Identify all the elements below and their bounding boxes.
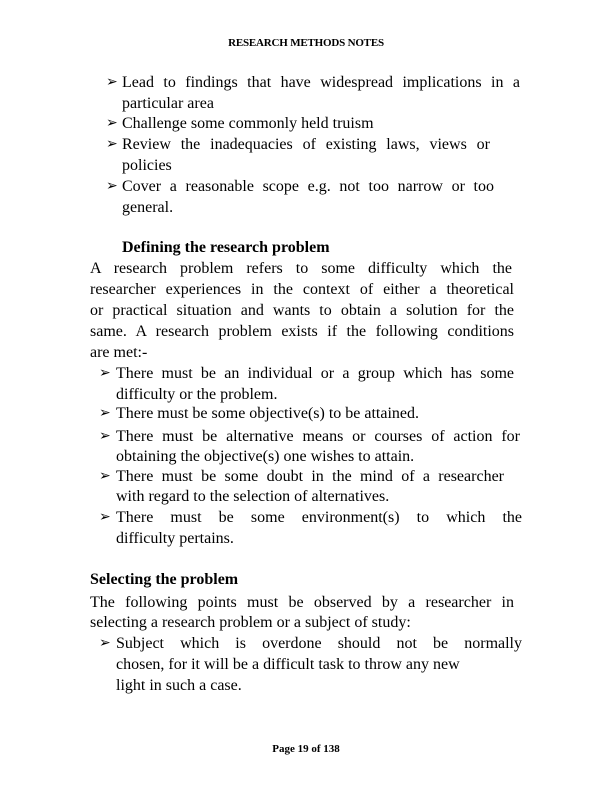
list-item-text: Cover a reasonable scope e.g. not too narrow or too (122, 178, 494, 195)
list-item-text: There must be some environment(s) to which the (116, 509, 522, 526)
arrow-bullet-icon: ➢ (106, 116, 118, 131)
section-heading: Selecting the problem (90, 571, 239, 588)
page-header: RESEARCH METHODS NOTES (228, 37, 384, 49)
list-item-text: difficulty or the problem. (116, 386, 278, 403)
arrow-bullet-icon: ➢ (106, 75, 118, 90)
list-item-text: Lead to findings that have widespread implications in a (122, 74, 520, 91)
arrow-bullet-icon: ➢ (99, 510, 111, 525)
arrow-bullet-icon: ➢ (106, 137, 118, 152)
list-item-text: policies (122, 157, 172, 174)
list-item-text: Challenge some commonly held truism (122, 115, 374, 132)
list-item-text: general. (122, 199, 174, 216)
list-item-text: There must be an individual or a group which has some (116, 365, 514, 382)
list-item-text: obtaining the objective(s) one wishes to attain. (116, 448, 415, 465)
list-item-text: There must be alternative means or courses of action for (116, 428, 520, 445)
paragraph-line: researcher experiences in the context of either a theoretical (90, 281, 514, 298)
list-item-text: chosen, for it will be a difficult task to throw any new (116, 656, 460, 673)
paragraph-line: same. A research problem exists if the following conditions (90, 323, 514, 340)
list-item-text: particular area (122, 95, 214, 112)
arrow-bullet-icon: ➢ (99, 366, 111, 381)
list-item-text: light in such a case. (116, 677, 242, 694)
paragraph-line: are met:- (90, 344, 148, 361)
arrow-bullet-icon: ➢ (99, 406, 111, 421)
paragraph-line: A research problem refers to some difficulty which the (90, 260, 512, 277)
list-item-text: with regard to the selection of alternatives. (116, 488, 390, 505)
arrow-bullet-icon: ➢ (99, 636, 111, 651)
section-heading: Defining the research problem (122, 239, 330, 256)
list-item-text: Review the inadequacies of existing laws, views or (122, 136, 490, 153)
page-footer: Page 19 of 138 (272, 743, 340, 755)
arrow-bullet-icon: ➢ (106, 179, 118, 194)
arrow-bullet-icon: ➢ (99, 429, 111, 444)
list-item-text: There must be some doubt in the mind of a researcher (116, 468, 504, 485)
list-item-text: There must be some objective(s) to be attained. (116, 405, 420, 422)
arrow-bullet-icon: ➢ (99, 469, 111, 484)
list-item-text: difficulty pertains. (116, 530, 234, 547)
paragraph-line: selecting a research problem or a subject of study: (90, 614, 411, 631)
paragraph-line: The following points must be observed by a researcher in (90, 594, 514, 611)
list-item-text: Subject which is overdone should not be normally (116, 635, 522, 652)
paragraph-line: or practical situation and wants to obtain a solution for the (90, 302, 514, 319)
